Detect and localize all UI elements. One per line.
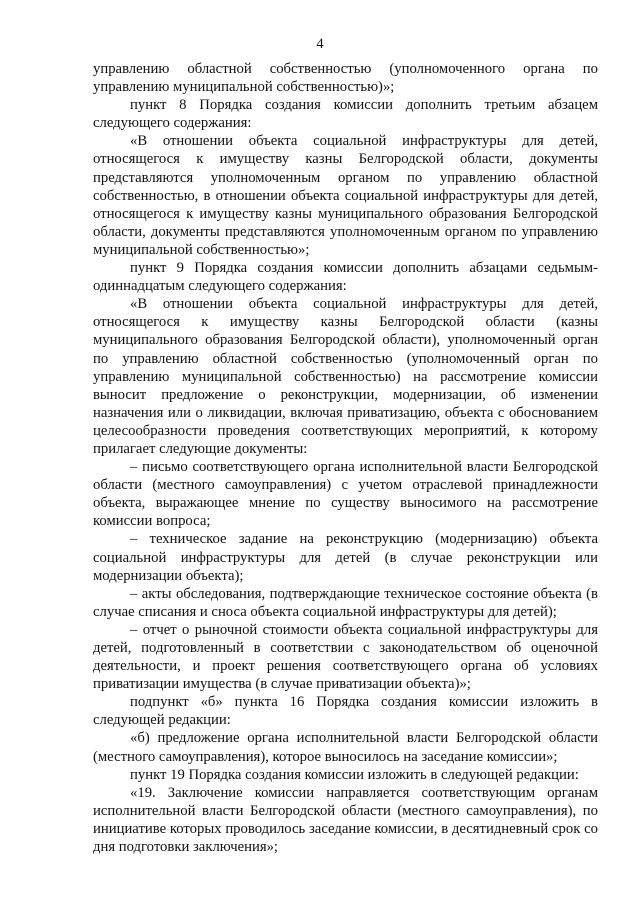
paragraph: пункт 19 Порядка создания комиссии изложить в следующей редакции:: [130, 766, 579, 783]
paragraph: пункт 9 Порядка создания комиссии дополнить абзацами седьмым-одиннадцатым следующего содержания:: [93, 260, 598, 295]
list-item: – техническое задание на реконструкцию (модернизацию) объекта социальной инфраструктуры для детей (в случае реконструкции или модернизации объекта);: [93, 531, 598, 584]
paragraph: «В отношении объекта социальной инфраструктуры для детей, относящегося к имуществу казны Белгородской области, документы представляются уполномоченным органом по управлению областной собственностью, в отношении объекта социальной инфраструктуры для детей, относящегося к имуществу казны муниципального образования Белгородской области, документы представляются уполномоченным органом по управлению муниципальной собственностью»;: [93, 133, 598, 258]
list-item: – акты обследования, подтверждающие техническое состояние объекта (в случае списания и сноса объекта социальной инфраструктуры для детей);: [93, 585, 598, 620]
paragraph: «В отношении объекта социальной инфраструктуры для детей, относящегося к имуществу казны Белгородской области (казны муниципального образования Белгородской области), уполномоченный орган по управлению областной собственностью (уполномоченный орган по управлению муниципальной собственностью) на рассмотрение комиссии выносит предложение о реконструкции, модернизации, об изменении назначения или о ликвидации, включая приватизацию, объекта с обоснованием целесообразности проведения соответствующих мероприятий, к которому прилагает следующие документы:: [93, 296, 598, 457]
paragraph: «19. Заключение комиссии направляется соответствующим органам исполнительной власти Белгородской области (местного самоуправления), по инициативе которых проводилось заседание комиссии, в десятидневный срок со дня подготовки заключения»;: [93, 784, 598, 856]
document-body: [93, 60, 598, 856]
paragraph: управлению областной собственностью (уполномоченного органа по управлению муниципальной собственностью)»;: [93, 61, 598, 96]
paragraph: подпункт «б» пункта 16 Порядка создания комиссии изложить в следующей редакции:: [93, 694, 598, 729]
list-item: – отчет о рыночной стоимости объекта социальной инфраструктуры для детей, подготовленный в соответствии с законодательством об оценочной деятельности, и проект решения соответствующего органа об условиях приватизации имущества (в случае приватизации объекта)»;: [93, 621, 598, 693]
paragraph: пункт 8 Порядка создания комиссии дополнить третьим абзацем следующего содержания:: [93, 97, 598, 132]
page-number: 4: [316, 36, 324, 52]
paragraph: «б) предложение органа исполнительной власти Белгородской области (местного самоуправления), которое выносилось на заседание комиссии»;: [93, 730, 598, 765]
list-item: – письмо соответствующего органа исполнительной власти Белгородской области (местного самоуправления) с учетом отраслевой принадлежности объекта, выражающее мнение по существу выносимого на рассмотрение комиссии вопроса;: [93, 459, 598, 530]
